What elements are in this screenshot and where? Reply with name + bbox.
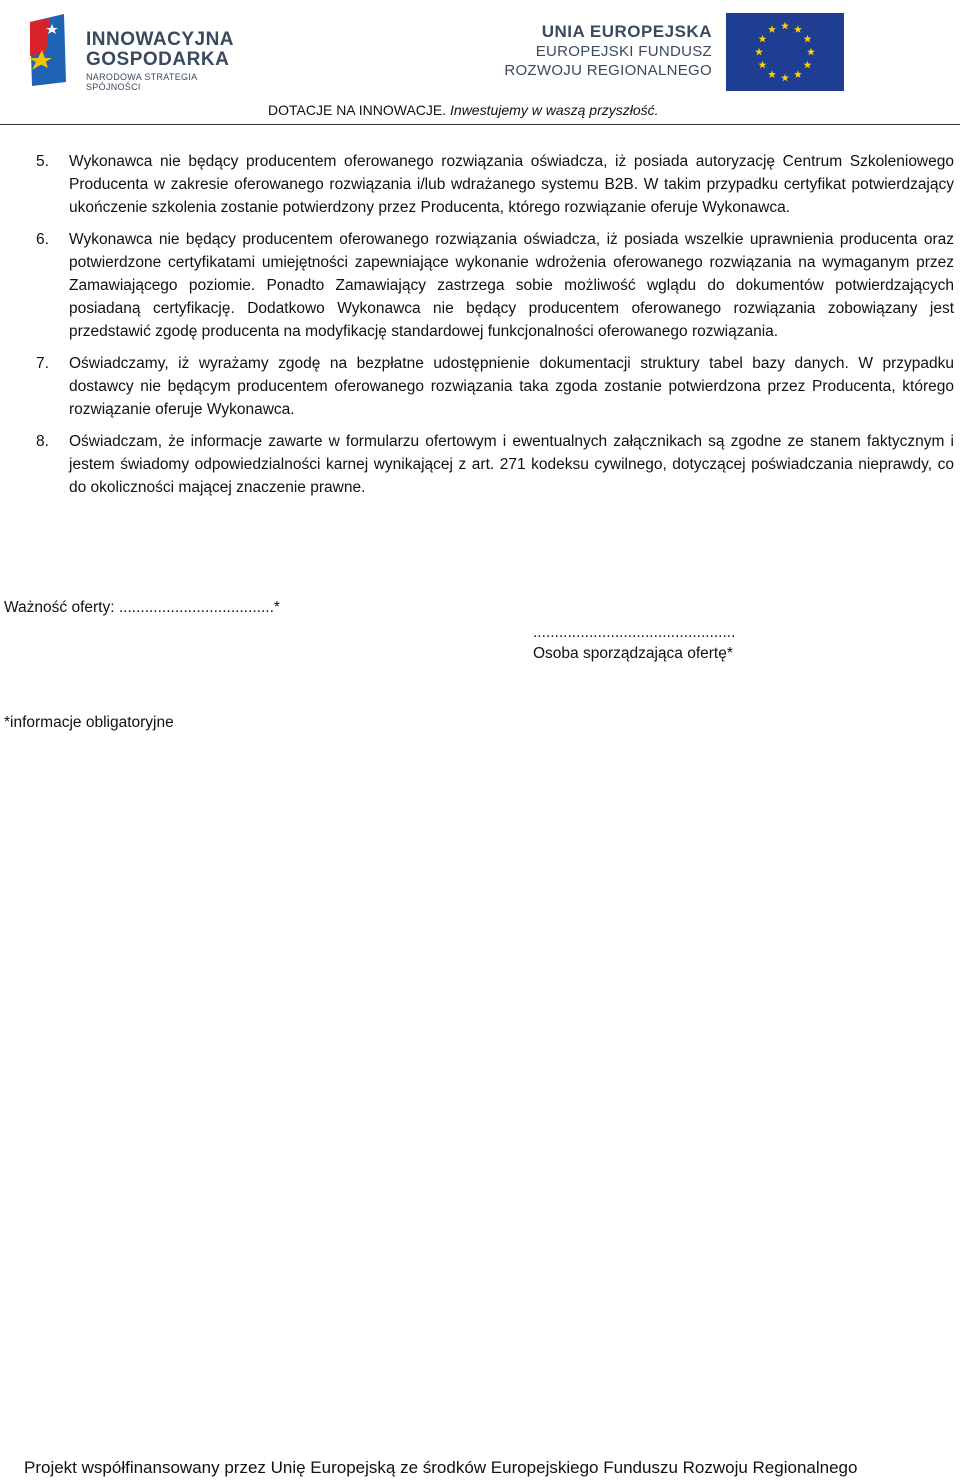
- page-footer: Projekt współfinansowany przez Unię Europejską ze środków Europejskiego Funduszu Rozwoju Regionalnego: [24, 1458, 858, 1477]
- ig-logo-line3: NARODOWA STRATEGIA SPÓJNOŚCI: [86, 72, 197, 92]
- item-number: 7.: [36, 355, 49, 372]
- list-item: [36, 150, 954, 219]
- item-text: Oświadczam, że informacje zawarte w formularzu ofertowym i ewentualnych załącznikach są zgodne ze stanem faktycznym i jestem świadomy odpowiedzialności karnej wynikającej z art. 271 kodeksu cywilnego, dotyczącej poświadczania nieprawdy, co do okoliczności mającej znaczenie prawne.: [69, 433, 954, 496]
- eu-sub1: EUROPEJSKI FUNDUSZ: [535, 43, 712, 60]
- item-number: 5.: [36, 153, 49, 170]
- tagline-italic: Inwestujemy w waszą przyszłość.: [450, 102, 659, 118]
- declarations-list: [36, 150, 954, 508]
- item-text: Wykonawca nie będący producentem oferowanego rozwiązania oświadcza, iż posiada wszelkie uprawnienia producenta oraz potwierdzone certyfikatami umiejętności zapewniające wykonanie wdrożenia oferowanego rozwiązania na wymaganym przez Zamawiającego poziomie. Ponadto Zamawiający zastrzega sobie możliwość wglądu do dokumentów potwierdzających posiadaną certyfikację. Dodatkowo Wykonawca nie będący producentem oferowanego rozwiązania zobowiązany jest przedstawić zgodę producenta na modyfikację standardowej funkcjonalności oferowanego rozwiązania.: [69, 231, 954, 340]
- eu-fund-logo-text: [504, 22, 712, 80]
- page-header: [0, 0, 960, 125]
- list-item: [36, 352, 954, 421]
- offer-validity-field: Ważność oferty: ....................................*: [4, 599, 280, 616]
- obligatory-note: *informacje obligatoryjne: [4, 714, 174, 731]
- signature-line: ...............................................: [533, 624, 736, 641]
- item-text: Oświadczamy, iż wyrażamy zgodę na bezpłatne udostępnienie dokumentacji struktury tabel bazy danych. W przypadku dostawcy nie będącym producentem oferowanego rozwiązania taka zgoda zostanie potwierdzona przez Producenta, którego rozwiązanie oferuje Wykonawca.: [69, 355, 954, 418]
- list-item: [36, 228, 954, 343]
- header-divider: [0, 124, 960, 125]
- list-item: [36, 430, 954, 499]
- ig-logo-line2: GOSPODARKA: [86, 49, 230, 70]
- header-tagline: [268, 102, 659, 118]
- innowacyjna-gospodarka-logo: [22, 12, 252, 90]
- signature-label: Osoba sporządzająca ofertę*: [533, 645, 733, 662]
- eu-flag-icon: [726, 13, 844, 91]
- eu-title: UNIA EUROPEJSKA: [541, 22, 712, 41]
- item-number: 8.: [36, 433, 49, 450]
- tagline-caps: DOTACJE NA INNOWACJE.: [268, 102, 447, 118]
- ig-emblem-icon: [22, 12, 72, 90]
- item-number: 6.: [36, 231, 49, 248]
- item-text: Wykonawca nie będący producentem oferowanego rozwiązania oświadcza, iż posiada autoryzację Centrum Szkoleniowego Producenta w zakresie oferowanego rozwiązania i/lub wdrażanego systemu B2B. W takim przypadku certyfikat potwierdzający ukończenie szkolenia zostanie potwierdzony przez Producenta, którego rozwiązanie oferuje Wykonawca.: [69, 153, 954, 216]
- eu-sub2: ROZWOJU REGIONALNEGO: [504, 62, 712, 79]
- ig-logo-line1: INNOWACYJNA: [86, 29, 235, 50]
